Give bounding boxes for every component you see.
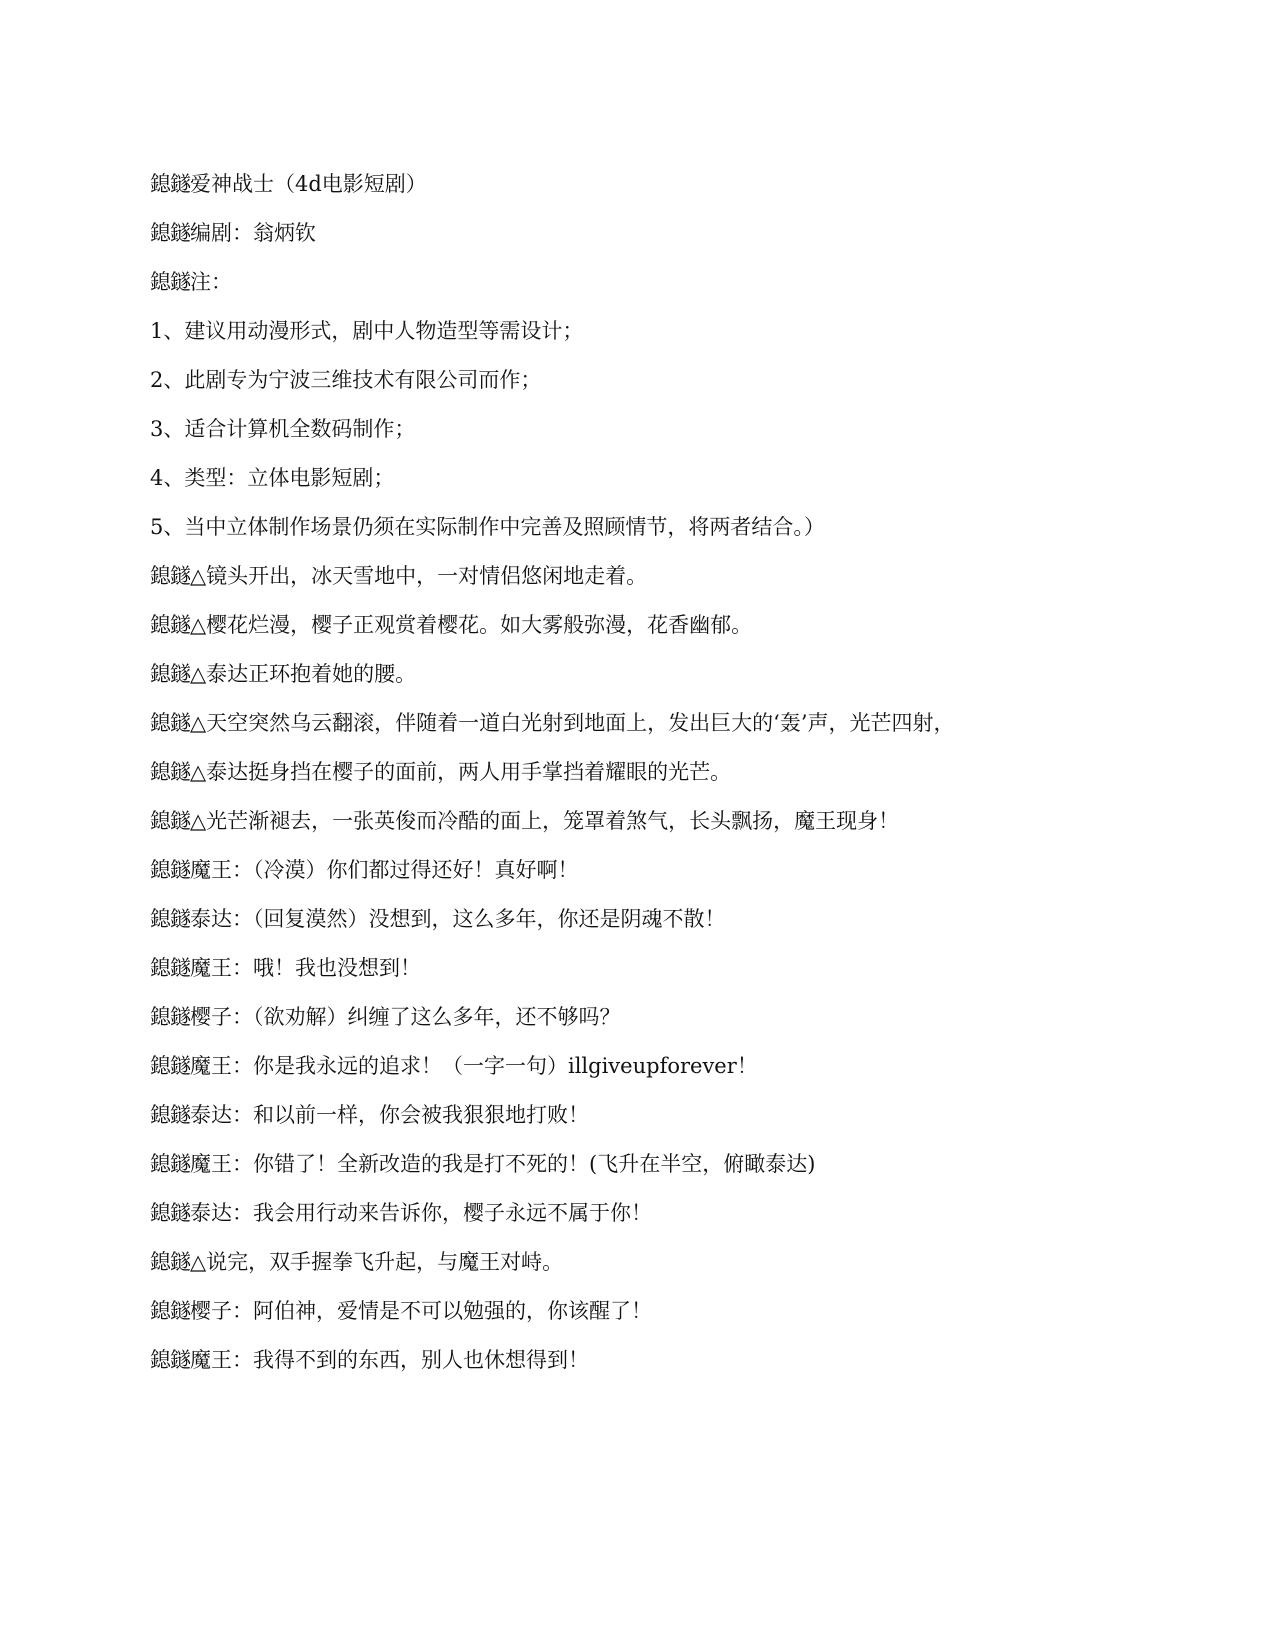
garbled-prefix: 鎴鐩 bbox=[150, 1005, 190, 1029]
garbled-prefix: 鎴鐩 bbox=[150, 809, 190, 833]
garbled-prefix: 鎴鐩 bbox=[150, 858, 190, 882]
garbled-prefix: 鎴鐩 bbox=[150, 1054, 190, 1078]
garbled-prefix: 鎴鐩 bbox=[150, 907, 190, 931]
line-text: △泰达挺身挡在樱子的面前，两人用手掌挡着耀眼的光芒。 bbox=[190, 760, 732, 784]
line-text: 魔王：你是我永远的追求！（一字一句）illgiveupforever！ bbox=[190, 1054, 758, 1078]
line-text: △镜头开出，冰天雪地中，一对情侣悠闲地走着。 bbox=[190, 564, 648, 588]
garbled-prefix: 鎴鐩 bbox=[150, 662, 190, 686]
garbled-prefix: 鎴鐩 bbox=[150, 1103, 190, 1127]
line-text: 爱神战士（4d电影短剧） bbox=[190, 172, 427, 196]
doc-line-3 bbox=[150, 258, 1150, 307]
garbled-prefix: 鎴鐩 bbox=[150, 564, 190, 588]
doc-line-11 bbox=[150, 650, 1150, 699]
doc-line-19 bbox=[150, 1042, 1150, 1091]
line-text: 泰达：和以前一样，你会被我狠狠地打败！ bbox=[190, 1103, 589, 1127]
doc-line-21 bbox=[150, 1140, 1150, 1189]
line-text: 编剧：翁炳钦 bbox=[190, 221, 316, 245]
line-text: △光芒渐褪去，一张英俊而冷酷的面上，笼罩着煞气，长头飘扬，魔王现身！ bbox=[190, 809, 900, 833]
garbled-prefix: 鎴鐩 bbox=[150, 1250, 190, 1274]
line-text: 樱子：（欲劝解）纠缠了这么多年，还不够吗？ bbox=[190, 1005, 621, 1029]
garbled-prefix: 鎴鐩 bbox=[150, 1299, 190, 1323]
garbled-prefix: 鎴鐩 bbox=[150, 613, 190, 637]
garbled-prefix: 鎴鐩 bbox=[150, 270, 190, 294]
line-text: 2、此剧专为宁波三维技术有限公司而作； bbox=[150, 368, 542, 392]
line-text: 魔王：你错了！全新改造的我是打不死的！(飞升在半空，俯瞰泰达) bbox=[190, 1152, 816, 1176]
doc-line-4 bbox=[150, 307, 1150, 356]
doc-line-8 bbox=[150, 503, 1150, 552]
doc-line-17 bbox=[150, 944, 1150, 993]
garbled-prefix: 鎴鐩 bbox=[150, 1201, 190, 1225]
line-text: 注： bbox=[190, 270, 232, 294]
line-text: 泰达：我会用行动来告诉你，樱子永远不属于你！ bbox=[190, 1201, 652, 1225]
doc-line-22 bbox=[150, 1189, 1150, 1238]
garbled-prefix: 鎴鐩 bbox=[150, 956, 190, 980]
line-text: 樱子：阿伯神，爱情是不可以勉强的，你该醒了！ bbox=[190, 1299, 652, 1323]
line-text: △说完，双手握拳飞升起，与魔王对峙。 bbox=[190, 1250, 564, 1274]
doc-line-25 bbox=[150, 1336, 1150, 1385]
line-text: 魔王：（冷漠）你们都过得还好！真好啊！ bbox=[190, 858, 579, 882]
doc-line-10 bbox=[150, 601, 1150, 650]
line-text: 4、类型：立体电影短剧； bbox=[150, 466, 395, 490]
garbled-prefix: 鎴鐩 bbox=[150, 1348, 190, 1372]
line-text: 魔王：我得不到的东西，别人也休想得到！ bbox=[190, 1348, 589, 1372]
doc-line-13 bbox=[150, 748, 1150, 797]
doc-line-2 bbox=[150, 209, 1150, 258]
garbled-prefix: 鎴鐩 bbox=[150, 172, 190, 196]
line-text: 泰达：（回复漠然）没想到，这么多年，你还是阴魂不散！ bbox=[190, 907, 726, 931]
line-text: 5、当中立体制作场景仍须在实际制作中完善及照顾情节，将两者结合。） bbox=[150, 515, 825, 539]
doc-line-20 bbox=[150, 1091, 1150, 1140]
garbled-prefix: 鎴鐩 bbox=[150, 760, 190, 784]
doc-line-16 bbox=[150, 895, 1150, 944]
doc-line-14 bbox=[150, 797, 1150, 846]
line-text: 魔王：哦！我也没想到！ bbox=[190, 956, 421, 980]
doc-line-24 bbox=[150, 1287, 1150, 1336]
doc-line-9 bbox=[150, 552, 1150, 601]
garbled-prefix: 鎴鐩 bbox=[150, 1152, 190, 1176]
doc-line-12 bbox=[150, 699, 1150, 748]
garbled-prefix: 鎴鐩 bbox=[150, 711, 190, 735]
line-text: △泰达正环抱着她的腰。 bbox=[190, 662, 417, 686]
line-text: 1、建议用动漫形式，剧中人物造型等需设计； bbox=[150, 319, 584, 343]
garbled-prefix: 鎴鐩 bbox=[150, 221, 190, 245]
line-text: △樱花烂漫，樱子正观赏着樱花。如大雾般弥漫，花香幽郁。 bbox=[190, 613, 753, 637]
doc-line-23 bbox=[150, 1238, 1150, 1287]
doc-line-5 bbox=[150, 356, 1150, 405]
doc-line-1 bbox=[150, 160, 1150, 209]
doc-line-7 bbox=[150, 454, 1150, 503]
document-body bbox=[150, 160, 1150, 1385]
doc-line-15 bbox=[150, 846, 1150, 895]
line-text: 3、适合计算机全数码制作； bbox=[150, 417, 416, 441]
doc-line-18 bbox=[150, 993, 1150, 1042]
doc-line-6 bbox=[150, 405, 1150, 454]
line-text: △天空突然乌云翻滚，伴随着一道白光射到地面上，发出巨大的‘轰’声，光芒四射， bbox=[190, 711, 955, 735]
